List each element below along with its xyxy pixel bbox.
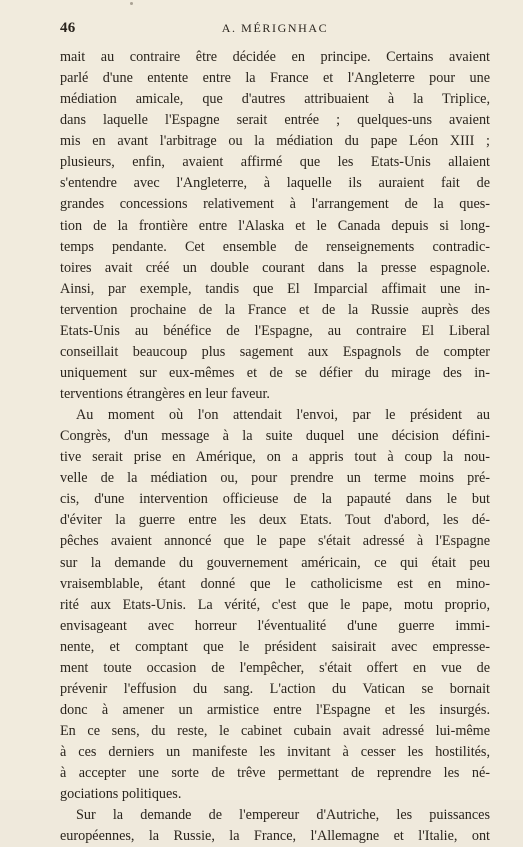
text-line: parlé d'une entente entre la France et l'Angleterre pour une [60,70,490,87]
text-line: plusieurs, enfin, avaient affirmé que les Etats-Unis allaient [60,154,490,171]
text-line: temps pendante. Cet ensemble de renseignements contradic- [60,238,490,255]
text-line: s'entendre avec l'Angleterre, à laquelle ils auraient fait de [60,175,490,192]
text-line: rité aux Etats-Unis. La vérité, c'est que le pape, motu proprio, [60,596,490,613]
paragraph [60,805,490,847]
text-line: mis en avant l'arbitrage ou la médiation du pape Léon XIII ; [60,133,490,150]
text-line: Au moment où l'on attendait l'envoi, par le président au [76,407,490,424]
page-header [60,20,490,40]
text-line: tion de la frontière entre l'Alaska et le Canada depuis si long- [60,217,490,234]
text-line: Etats-Unis au bénéfice de l'Espagne, au contraire El Liberal [60,322,490,339]
text-line: Congrès, d'un message à la suite duquel une décision défini- [60,428,490,445]
text-line: donc à amener un armistice entre l'Espagne et les insurgés. [60,701,490,718]
text-line: d'éviter la guerre entre les deux Etats. Tout d'abord, les dé- [60,512,490,529]
text-line: mait au contraire être décidée en principe. Certains avaient [60,49,490,65]
text-line: sur la demande du gouvernement américain, ce qui était peu [60,554,490,571]
text-line: vraisemblable, étant donné que le catholicisme est en mino- [60,575,490,592]
text-line: dans laquelle l'Espagne serait entrée ; quelques-uns avaient [60,112,490,129]
text-line: envisageant avec horreur l'éventualité d'une guerre immi- [60,617,490,634]
text-line: gociations politiques. [60,786,182,803]
text-line: uniquement sur eux-mêmes et de se défier du mirage des in- [60,364,490,381]
text-line: cis, d'une intervention officieuse de la papauté dans le but [60,491,490,508]
text-line: à accepter une sorte de trêve permettant de reprendre les né- [60,765,490,782]
text-line: En ce sens, du reste, le cabinet cubain avait adressé lui-même [60,723,490,739]
text-line: conseillait beaucoup plus sagement aux Espagnols de compter [60,343,490,360]
text-line: velle de la médiation ou, pour prendre un terme moins pré- [60,470,490,487]
page-number: 46 [60,20,76,36]
text-line: tervention prochaine de la France et de la Russie auprès des [60,301,490,318]
text-line: toires avait créé un double courant dans la presse espagnole. [60,259,490,276]
text-line: terventions étrangères en leur faveur. [60,386,270,402]
text-line: pêches avaient annoncé que le pape s'était adressé à l'Espagne [60,533,490,550]
body-text [60,47,490,847]
text-line: médiation amicale, que d'autres attribuaient à la Triplice, [60,91,490,108]
running-head: A. MÉRIGNHAC [221,21,329,35]
print-speck [130,2,133,5]
paragraph [60,405,490,805]
text-line: européennes, la Russie, la France, l'Allemagne et l'Italie, ont [60,828,490,845]
text-line: Ainsi, par exemple, tandis que El Imparcial affimait une in- [60,280,490,297]
text-line: ment toute occasion de l'empêcher, s'était offert en vue de [60,659,490,676]
text-line: grandes concessions relativement à l'arrangement de la ques- [60,196,490,213]
paragraph [60,47,490,405]
text-line: prévenir l'effusion du sang. L'action du Vatican se bornait [60,680,490,697]
text-line: à ces derniers un manifeste les invitant à cesser les hostilités, [60,744,490,761]
text-line: Sur la demande de l'empereur d'Autriche, les puissances [76,807,490,824]
text-line: nente, et comptant que le président saisirait avec empresse- [60,638,490,655]
text-line: tive serait prise en Amérique, on a appris tout à coup la nou- [60,449,490,466]
